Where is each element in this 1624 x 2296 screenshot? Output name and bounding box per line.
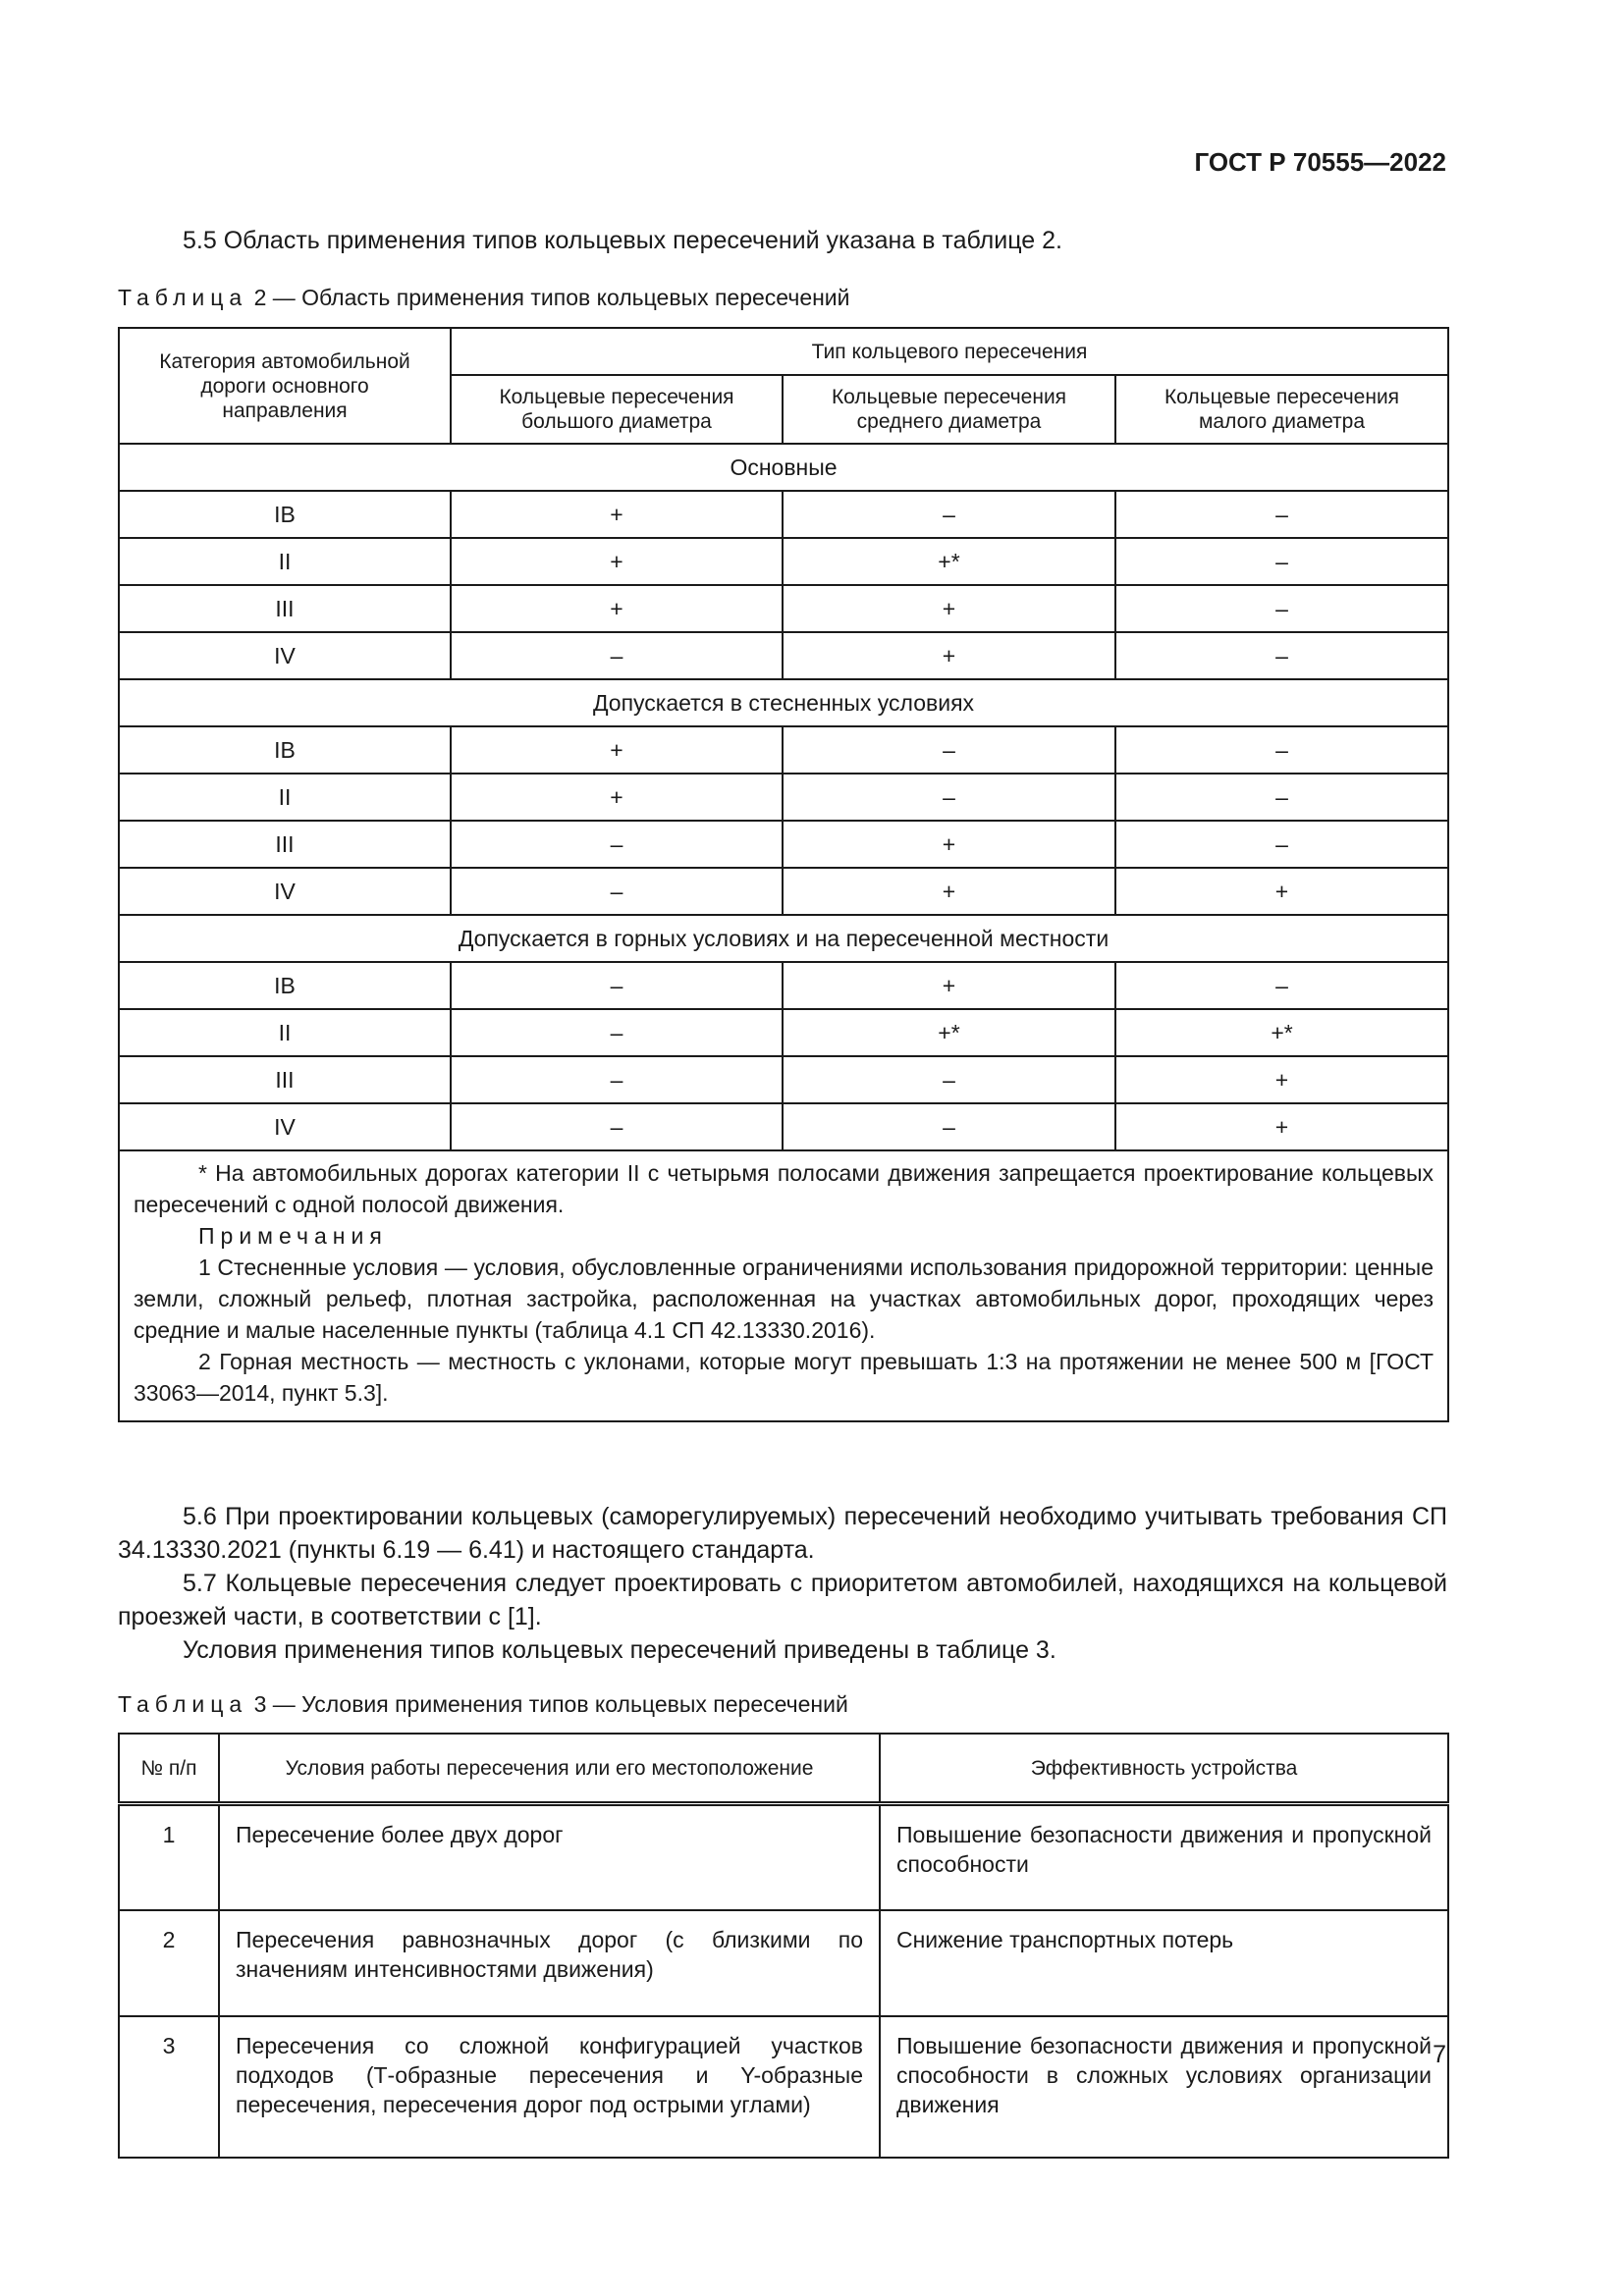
cell-medium: +* — [783, 538, 1115, 585]
cell-eff: Повышение безопасности движения и пропускной способности — [880, 1804, 1448, 1910]
table-row — [119, 538, 1448, 585]
cell-large: + — [451, 726, 783, 774]
cell-cat: II — [119, 538, 451, 585]
cell-small: – — [1115, 538, 1448, 585]
cell-cat: IV — [119, 1103, 451, 1150]
section-row — [119, 915, 1448, 962]
notes-heading: Примечания — [198, 1223, 388, 1249]
cell-cat: II — [119, 1009, 451, 1056]
cell-small: – — [1115, 632, 1448, 679]
header-small-diameter: Кольцевые пересечения малого диаметра — [1115, 375, 1448, 444]
header-medium-diameter: Кольцевые пересечения среднего диаметра — [783, 375, 1115, 444]
cell-large: + — [451, 491, 783, 538]
cell-cond: Пересечения со сложной конфигурацией участков подходов (Т-образные пересечения и Y-образные пересечения, пересечения дорог под острыми углами) — [219, 2016, 880, 2158]
table-row — [119, 491, 1448, 538]
cell-cat: III — [119, 821, 451, 868]
cell-medium: + — [783, 868, 1115, 915]
table2-caption-title: 2 — Область применения типов кольцевых пересечений — [253, 285, 850, 310]
cell-large: – — [451, 962, 783, 1009]
cell-medium: + — [783, 585, 1115, 632]
table2-caption-word: Таблица — [118, 285, 248, 310]
section-row — [119, 444, 1448, 491]
cell-small: + — [1115, 1103, 1448, 1150]
cell-small: + — [1115, 1056, 1448, 1103]
table2-notes — [119, 1150, 1448, 1421]
cell-medium: – — [783, 1056, 1115, 1103]
paragraph-conditions: Условия применения типов кольцевых пересечений приведены в таблице 3. — [183, 1636, 1056, 1664]
table-row — [119, 774, 1448, 821]
cell-cat: IV — [119, 868, 451, 915]
cell-large: – — [451, 821, 783, 868]
table-row — [119, 962, 1448, 1009]
note-2: 2 Горная местность — местность с уклонами, которые могут превышать 1:3 на протяжении не менее 500 м [ГОСТ 33063—2014, пункт 5.3]. — [134, 1349, 1435, 1406]
cell-medium: – — [783, 774, 1115, 821]
cell-eff: Снижение транспортных потерь — [880, 1910, 1448, 2016]
cell-small: + — [1115, 868, 1448, 915]
table-row — [119, 1009, 1448, 1056]
table-row — [119, 868, 1448, 915]
cell-large: – — [451, 1056, 783, 1103]
cell-large: – — [451, 632, 783, 679]
page-number: 7 — [1433, 2041, 1446, 2068]
table-row — [119, 2016, 1448, 2158]
section-title: Допускается в стесненных условиях — [119, 679, 1448, 726]
cell-cat: III — [119, 1056, 451, 1103]
table-row — [119, 1056, 1448, 1103]
cell-small: – — [1115, 726, 1448, 774]
header-large-diameter: Кольцевые пересечения большого диаметра — [451, 375, 783, 444]
cell-num: 1 — [119, 1804, 219, 1910]
paragraph-5-5: 5.5 Область применения типов кольцевых пересечений указана в таблице 2. — [183, 227, 1062, 254]
cell-num: 2 — [119, 1910, 219, 2016]
table-row — [119, 1804, 1448, 1910]
table-row — [119, 1103, 1448, 1150]
table-row — [119, 821, 1448, 868]
standard-code: ГОСТ Р 70555—2022 — [1194, 147, 1446, 177]
paragraph-5-6: 5.6 При проектировании кольцевых (саморегулируемых) пересечений необходимо учитывать требования СП 34.13330.2021 (пункты 6.19 — 6.41) и настоящего стандарта. — [118, 1503, 1447, 1564]
cell-cat: IB — [119, 491, 451, 538]
note-1: 1 Стесненные условия — условия, обусловленные ограничениями использования придорожной территории: ценные земли, сложный рельеф, плотная застройка, расположенная на участках автомобильных дорог, проходящих через средние и малые населенные пункты (таблица 4.1 СП 42.13330.2016). — [134, 1255, 1435, 1343]
header-category: Категория автомобильной дороги основного направления — [119, 328, 451, 444]
cell-medium: – — [783, 726, 1115, 774]
cell-large: + — [451, 774, 783, 821]
cell-medium: +* — [783, 1009, 1115, 1056]
cell-small: +* — [1115, 1009, 1448, 1056]
cell-small: – — [1115, 585, 1448, 632]
cell-cat: II — [119, 774, 451, 821]
cell-cat: IB — [119, 726, 451, 774]
cell-eff: Повышение безопасности движения и пропускной способности в сложных условиях организации движения — [880, 2016, 1448, 2158]
cell-cat: IV — [119, 632, 451, 679]
cell-small: – — [1115, 774, 1448, 821]
cell-medium: – — [783, 1103, 1115, 1150]
cell-num: 3 — [119, 2016, 219, 2158]
table-row — [119, 585, 1448, 632]
cell-medium: – — [783, 491, 1115, 538]
header-number: № п/п — [119, 1734, 219, 1804]
cell-large: + — [451, 538, 783, 585]
cell-large: – — [451, 868, 783, 915]
cell-large: – — [451, 1103, 783, 1150]
cell-cat: IB — [119, 962, 451, 1009]
footnote: * На автомобильных дорогах категории II с четырьмя полосами движения запрещается проектирование кольцевых пересечений с одной полосой движения. — [134, 1160, 1435, 1217]
cell-small: – — [1115, 491, 1448, 538]
table3-caption — [118, 1691, 848, 1718]
table-row — [119, 632, 1448, 679]
table2-caption — [118, 285, 850, 311]
header-type-group: Тип кольцевого пересечения — [451, 328, 1448, 375]
cell-small: – — [1115, 962, 1448, 1009]
cell-large: + — [451, 585, 783, 632]
section-title: Основные — [119, 444, 1448, 491]
table3-caption-title: 3 — Условия применения типов кольцевых пересечений — [253, 1691, 848, 1717]
table3-caption-word: Таблица — [118, 1691, 248, 1717]
cell-medium: + — [783, 821, 1115, 868]
cell-medium: + — [783, 962, 1115, 1009]
cell-large: – — [451, 1009, 783, 1056]
cell-small: – — [1115, 821, 1448, 868]
table-row — [119, 726, 1448, 774]
cell-cond: Пересечение более двух дорог — [219, 1804, 880, 1910]
paragraph-5-7: 5.7 Кольцевые пересечения следует проектировать с приоритетом автомобилей, находящихся на кольцевой проезжей части, в соответствии с [1]. — [118, 1570, 1447, 1630]
cell-medium: + — [783, 632, 1115, 679]
section-title: Допускается в горных условиях и на пересеченной местности — [119, 915, 1448, 962]
table-3 — [118, 1733, 1449, 2159]
header-conditions: Условия работы пересечения или его местоположение — [219, 1734, 880, 1804]
table-row — [119, 1910, 1448, 2016]
cell-cat: III — [119, 585, 451, 632]
table-2 — [118, 327, 1449, 1422]
header-effectiveness: Эффективность устройства — [880, 1734, 1448, 1804]
section-row — [119, 679, 1448, 726]
cell-cond: Пересечения равнозначных дорог (с близкими по значениям интенсивностями движения) — [219, 1910, 880, 2016]
